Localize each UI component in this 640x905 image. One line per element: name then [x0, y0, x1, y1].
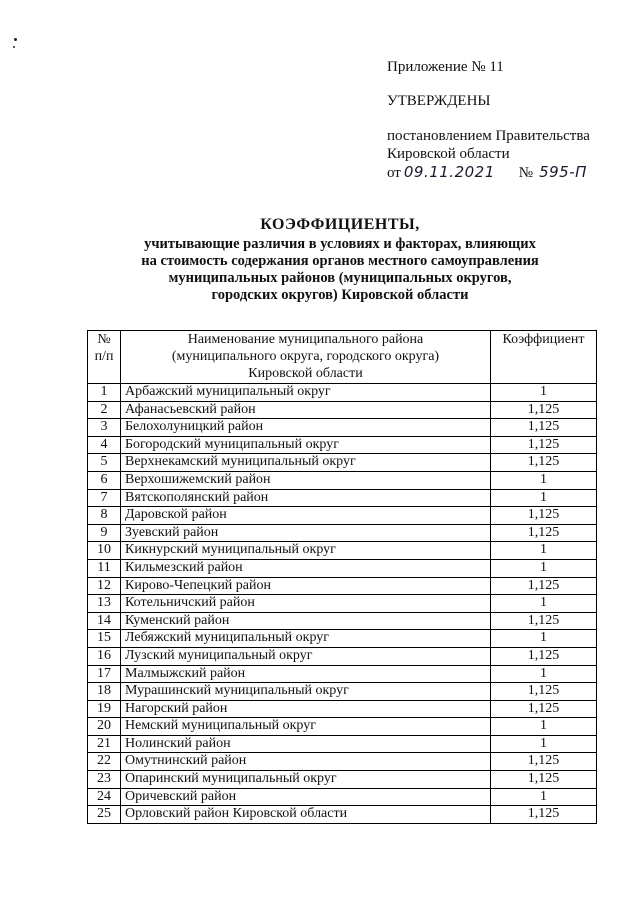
row-number: 19 [88, 700, 121, 718]
table-row [88, 753, 597, 771]
table-row [88, 630, 597, 648]
row-coefficient: 1,125 [491, 806, 597, 824]
decree-line-2: Кировской области [387, 146, 510, 162]
decree-line-1: постановлением Правительства [387, 128, 590, 144]
handwritten-number: 595-П [539, 163, 587, 181]
row-number: 9 [88, 524, 121, 542]
row-number: 13 [88, 595, 121, 613]
row-coefficient: 1 [491, 665, 597, 683]
appendix-label: Приложение № 11 [387, 59, 504, 75]
table-row [88, 542, 597, 560]
row-number: 17 [88, 665, 121, 683]
row-number: 6 [88, 471, 121, 489]
row-coefficient: 1,125 [491, 436, 597, 454]
row-district-name: Котельничский район [121, 595, 491, 613]
row-district-name: Лузский муниципальный округ [121, 647, 491, 665]
row-number: 18 [88, 683, 121, 701]
number-prefix: № [518, 165, 534, 181]
approval-block [387, 58, 627, 182]
table-row [88, 718, 597, 736]
row-number: 12 [88, 577, 121, 595]
row-district-name: Верхошижемский район [121, 471, 491, 489]
handwritten-date: 09.11.2021 [403, 163, 495, 181]
title-main: КОЭФФИЦИЕНТЫ, [260, 216, 420, 233]
row-coefficient: 1,125 [491, 524, 597, 542]
row-coefficient: 1 [491, 595, 597, 613]
table-row [88, 454, 597, 472]
row-district-name: Нагорский район [121, 700, 491, 718]
table-row [88, 384, 597, 402]
title-line: учитывающие различия в условиях и факторах, влияющих [144, 236, 536, 252]
table-row [88, 577, 597, 595]
date-prefix: от [387, 165, 401, 181]
row-district-name: Зуевский район [121, 524, 491, 542]
table-row [88, 771, 597, 789]
row-number: 3 [88, 419, 121, 437]
header-name: Наименование муниципального района (муниципального округа, городского округа) Кировской области [121, 331, 491, 384]
row-district-name: Кильмезский район [121, 559, 491, 577]
row-number: 24 [88, 788, 121, 806]
row-number: 1 [88, 384, 121, 402]
table-body [88, 384, 597, 824]
row-coefficient: 1 [491, 735, 597, 753]
header-number: № п/п [88, 331, 121, 384]
row-coefficient: 1 [491, 489, 597, 507]
table-row [88, 665, 597, 683]
row-number: 5 [88, 454, 121, 472]
row-district-name: Омутнинский район [121, 753, 491, 771]
row-coefficient: 1 [491, 559, 597, 577]
row-number: 25 [88, 806, 121, 824]
row-number: 11 [88, 559, 121, 577]
row-coefficient: 1,125 [491, 612, 597, 630]
row-number: 14 [88, 612, 121, 630]
coefficients-table [87, 330, 597, 824]
decree-date-line [387, 163, 627, 182]
row-number: 23 [88, 771, 121, 789]
row-district-name: Вятскополянский район [121, 489, 491, 507]
row-number: 2 [88, 401, 121, 419]
table-row [88, 700, 597, 718]
row-coefficient: 1,125 [491, 683, 597, 701]
table-row [88, 735, 597, 753]
row-district-name: Арбажский муниципальный округ [121, 384, 491, 402]
table-row [88, 788, 597, 806]
row-district-name: Нолинский район [121, 735, 491, 753]
scan-artifact-dot [14, 38, 17, 41]
title-line: муниципальных районов (муниципальных округов, [168, 270, 512, 286]
row-district-name: Орловский район Кировской области [121, 806, 491, 824]
table-row [88, 524, 597, 542]
row-district-name: Даровской район [121, 507, 491, 525]
row-district-name: Кирово-Чепецкий район [121, 577, 491, 595]
row-district-name: Оричевский район [121, 788, 491, 806]
table-row [88, 436, 597, 454]
row-coefficient: 1,125 [491, 647, 597, 665]
row-district-name: Куменский район [121, 612, 491, 630]
table-row [88, 489, 597, 507]
row-number: 20 [88, 718, 121, 736]
table-row [88, 507, 597, 525]
row-number: 10 [88, 542, 121, 560]
row-district-name: Мурашинский муниципальный округ [121, 683, 491, 701]
row-coefficient: 1,125 [491, 577, 597, 595]
table-row [88, 806, 597, 824]
row-number: 4 [88, 436, 121, 454]
row-coefficient: 1 [491, 788, 597, 806]
table-row [88, 471, 597, 489]
table-row [88, 595, 597, 613]
row-coefficient: 1,125 [491, 419, 597, 437]
row-coefficient: 1,125 [491, 700, 597, 718]
table-row [88, 419, 597, 437]
row-district-name: Кикнурский муниципальный округ [121, 542, 491, 560]
title-subtitle [60, 236, 620, 304]
row-district-name: Верхнекамский муниципальный округ [121, 454, 491, 472]
row-coefficient: 1 [491, 542, 597, 560]
row-coefficient: 1,125 [491, 753, 597, 771]
row-number: 16 [88, 647, 121, 665]
row-district-name: Лебяжский муниципальный округ [121, 630, 491, 648]
row-number: 15 [88, 630, 121, 648]
table-row [88, 401, 597, 419]
row-number: 21 [88, 735, 121, 753]
table-row [88, 559, 597, 577]
table-row [88, 612, 597, 630]
row-district-name: Белохолуницкий район [121, 419, 491, 437]
row-coefficient: 1 [491, 630, 597, 648]
title-line: на стоимость содержания органов местного самоуправления [141, 253, 539, 269]
row-district-name: Немский муниципальный округ [121, 718, 491, 736]
row-district-name: Афанасьевский район [121, 401, 491, 419]
row-district-name: Малмыжский район [121, 665, 491, 683]
row-district-name: Опаринский муниципальный округ [121, 771, 491, 789]
approved-label: УТВЕРЖДЕНЫ [387, 93, 491, 109]
table-row [88, 683, 597, 701]
row-number: 8 [88, 507, 121, 525]
row-coefficient: 1,125 [491, 401, 597, 419]
table-header-row [88, 331, 597, 384]
title-line: городских округов) Кировской области [211, 287, 469, 303]
scan-artifact-dot [13, 46, 15, 48]
table-row [88, 647, 597, 665]
row-coefficient: 1 [491, 384, 597, 402]
row-number: 7 [88, 489, 121, 507]
row-coefficient: 1,125 [491, 771, 597, 789]
row-district-name: Богородский муниципальный округ [121, 436, 491, 454]
row-coefficient: 1 [491, 718, 597, 736]
row-number: 22 [88, 753, 121, 771]
document-title [60, 214, 620, 304]
row-coefficient: 1 [491, 471, 597, 489]
row-coefficient: 1,125 [491, 507, 597, 525]
row-coefficient: 1,125 [491, 454, 597, 472]
header-coefficient: Коэффициент [491, 331, 597, 384]
